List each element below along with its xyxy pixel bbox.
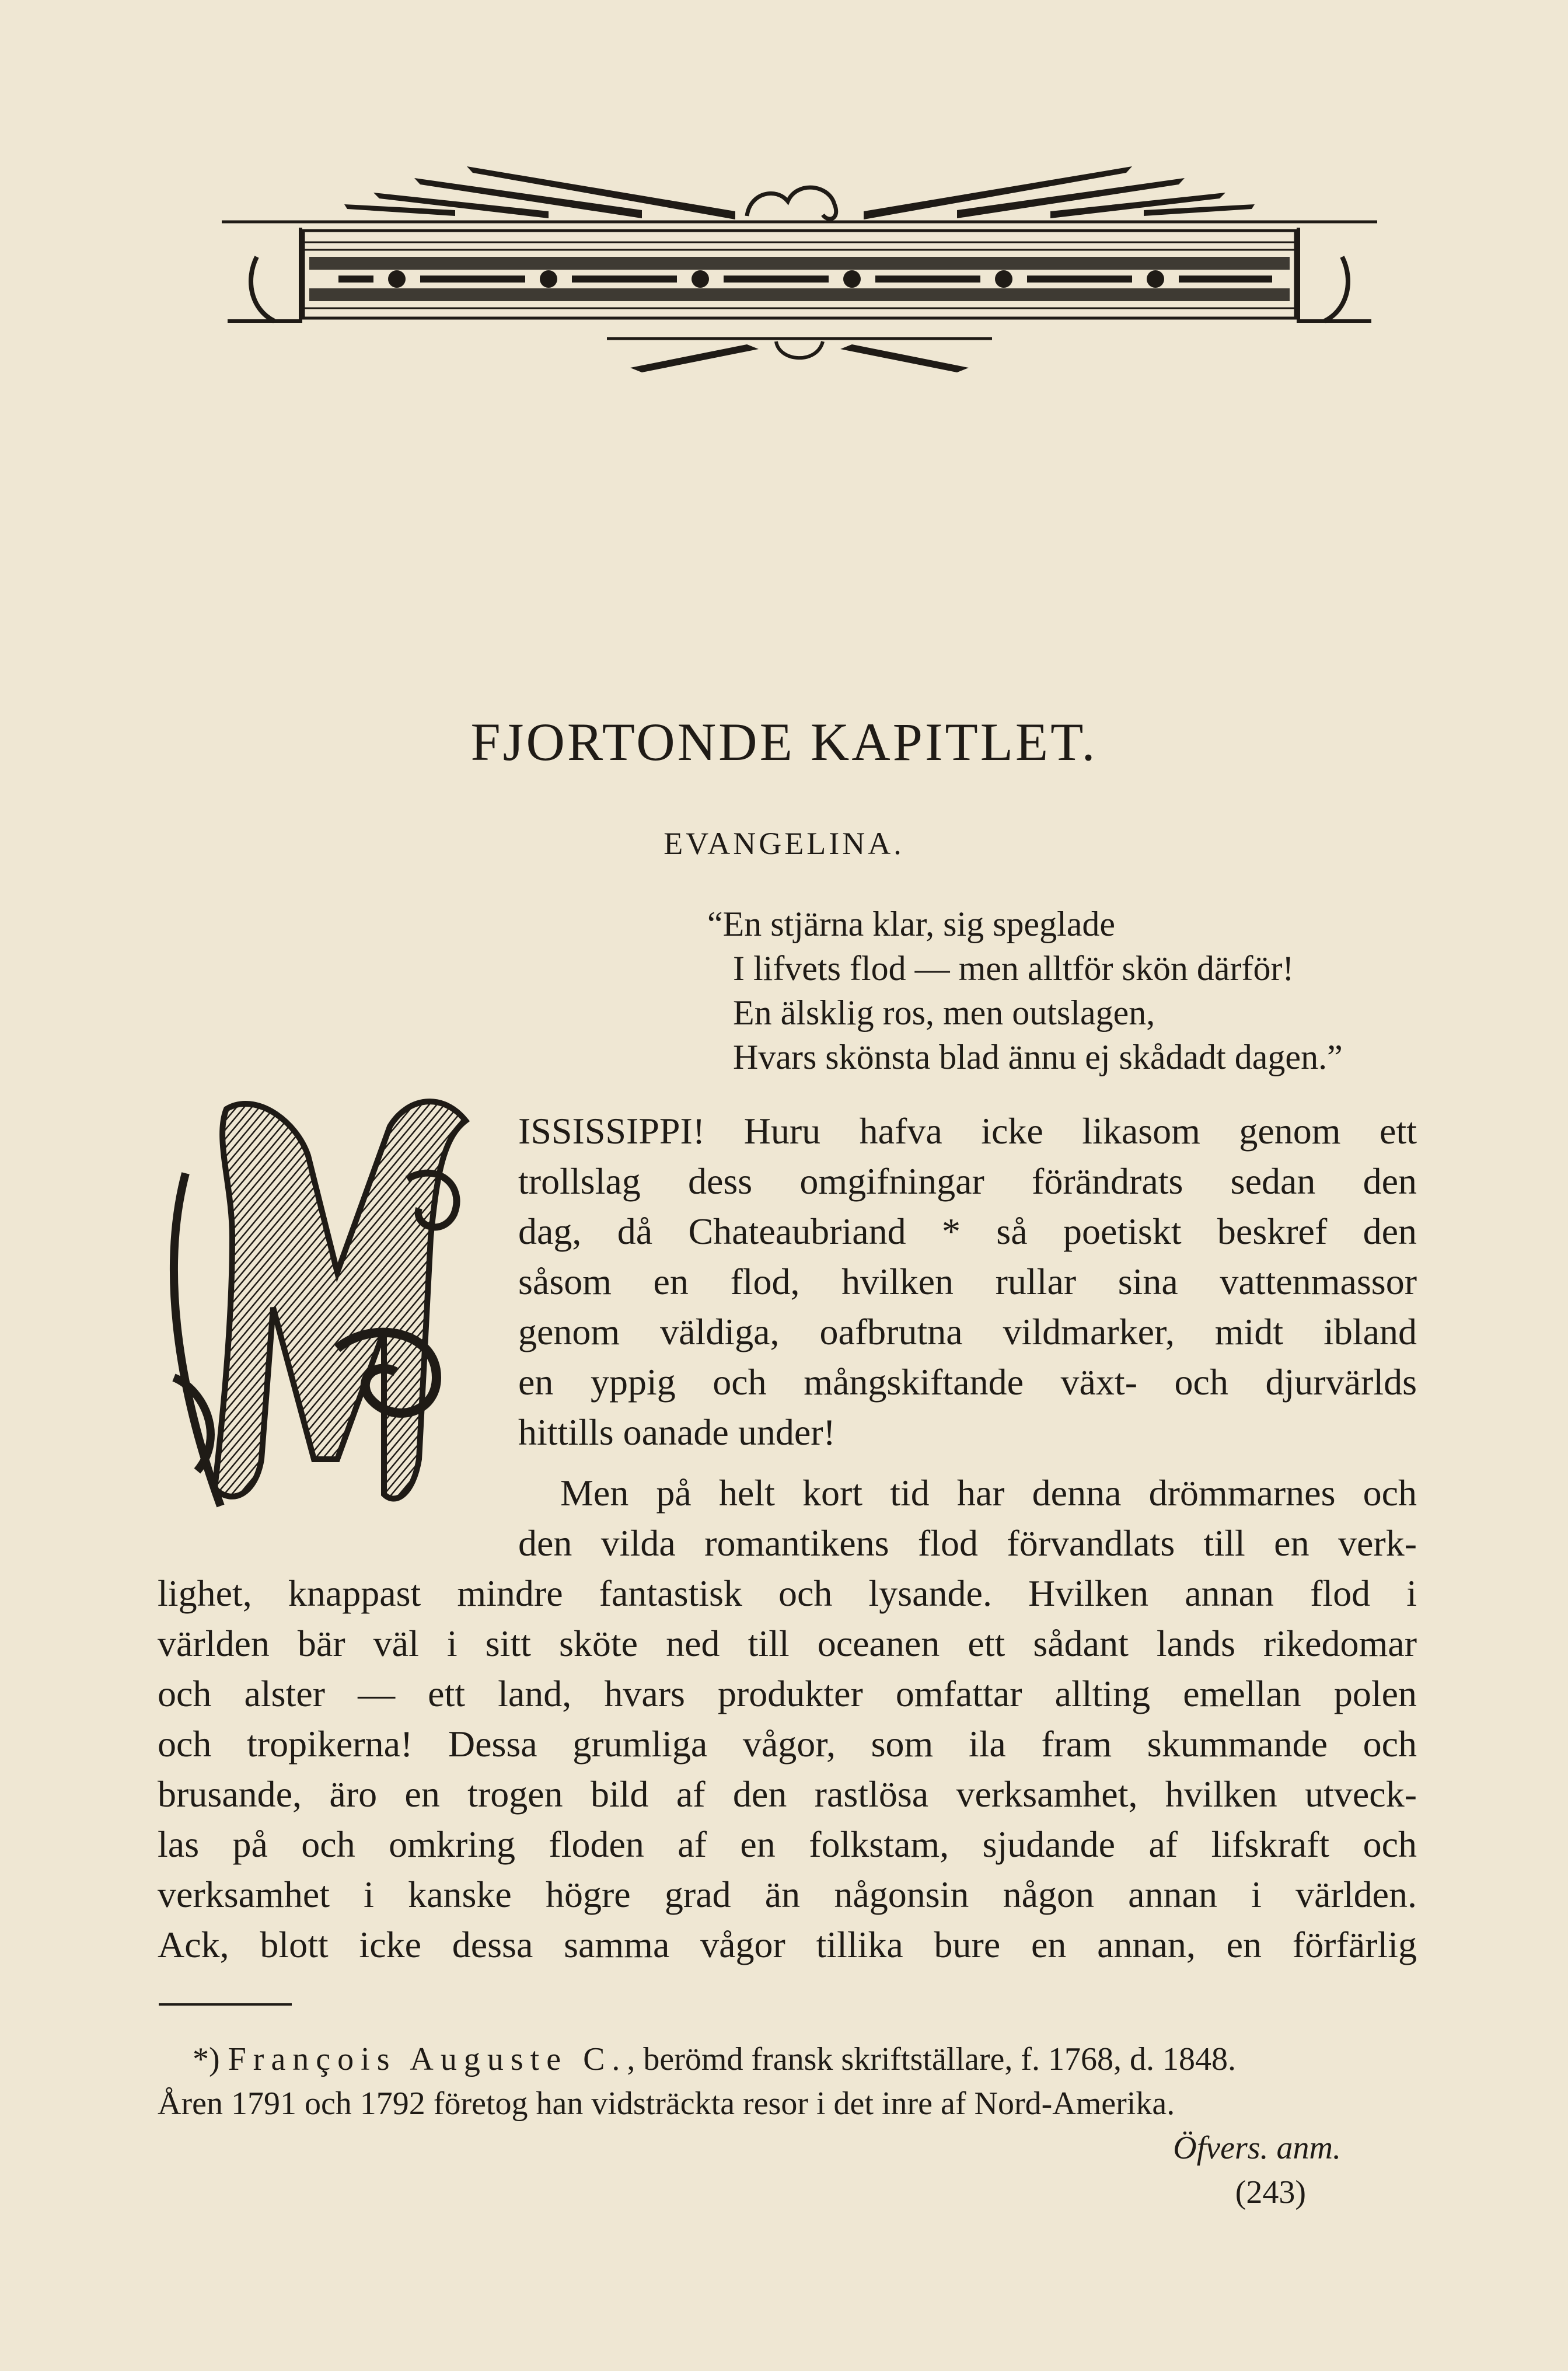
text-line: genom väldiga, oafbrutna vildmarker, midt ibland	[518, 1311, 1417, 1352]
chapter-subtitle: EVANGELINA.	[663, 826, 905, 861]
text-line: världen bär väl i sitt sköte ned till oceanen ett sådant lands rikedomar	[158, 1623, 1417, 1664]
page-number: (243)	[1235, 2174, 1306, 2210]
text-line: lighet, knappast mindre fantastisk och lysande. Hvilken annan flod i	[158, 1572, 1417, 1614]
text-line: las på och omkring floden af en folkstam, sjudande af lifskraft och	[158, 1823, 1417, 1865]
text-line: hittills oanade under!	[518, 1411, 836, 1453]
text-line: ISSISSIPPI! Huru hafva icke likasom genom ett	[518, 1110, 1417, 1152]
footnote-name: François Auguste C.	[228, 2041, 627, 2077]
chapter-title: FJORTONDE KAPITLET.	[470, 712, 1098, 772]
text-line: brusande, äro en trogen bild af den rastlösa verksamhet, hvilken utveck-	[158, 1773, 1417, 1815]
footnote-text: , berömd fransk skriftställare, f. 1768, d. 1848.	[627, 2041, 1236, 2077]
text-line: dag, då Chateaubriand * så poetiskt beskref den	[518, 1211, 1417, 1252]
ornamental-headpiece	[222, 146, 1377, 473]
text-line: och alster — ett land, hvars produkter omfattar allting emellan polen	[158, 1673, 1417, 1714]
epigraph-line: I lifvets flod — men alltför skön därför!	[733, 949, 1294, 988]
footnote-signature: Öfvers. anm.	[1173, 2130, 1341, 2166]
text-line: Men på helt kort tid har denna drömmarnes och	[560, 1472, 1417, 1514]
paragraph-1	[518, 1106, 1417, 1458]
footnote-rule	[159, 2003, 292, 2006]
epigraph-line: Hvars skönsta blad ännu ej skådadt dagen.”	[733, 1038, 1343, 1076]
paragraph-2-body	[158, 1568, 1417, 1970]
footnote-marker: *)	[193, 2041, 220, 2077]
footnote-line-1	[158, 2037, 1417, 2081]
text-line: trollslag dess omgifningar förändrats sedan den	[518, 1160, 1417, 1202]
paragraph-2-intro	[518, 1468, 1417, 1568]
epigraph	[707, 902, 1466, 1079]
text-line: verksamhet i kanske högre grad än någonsin någon annan i världen.	[158, 1874, 1417, 1915]
epigraph-line: En älsklig ros, men outslagen,	[733, 993, 1155, 1032]
text-line: och tropikerna! Dessa grumliga vågor, som ila fram skummande och	[158, 1723, 1417, 1765]
headpiece-top-flourish	[344, 166, 1255, 219]
text-line: såsom en flod, hvilken rullar sina vattenmassor	[518, 1261, 1417, 1302]
text-line: den vilda romantikens flod förvandlats till en verk-	[518, 1522, 1417, 1564]
text-line: en yppig och mångskiftande växt- och djurvärlds	[518, 1361, 1417, 1403]
decorated-initial-m	[162, 1086, 489, 1541]
text-line: Ack, blott icke dessa samma vågor tillika bure en annan, en förfärlig	[158, 1924, 1417, 1965]
headpiece-center-curl	[747, 187, 836, 219]
epigraph-line: “En stjärna klar, sig speglade	[707, 905, 1116, 943]
footnote	[158, 2037, 1417, 2215]
footnote-line-2: Åren 1791 och 1792 företog han vidsträckta resor i det inre af Nord-Amerika.	[158, 2086, 1175, 2122]
